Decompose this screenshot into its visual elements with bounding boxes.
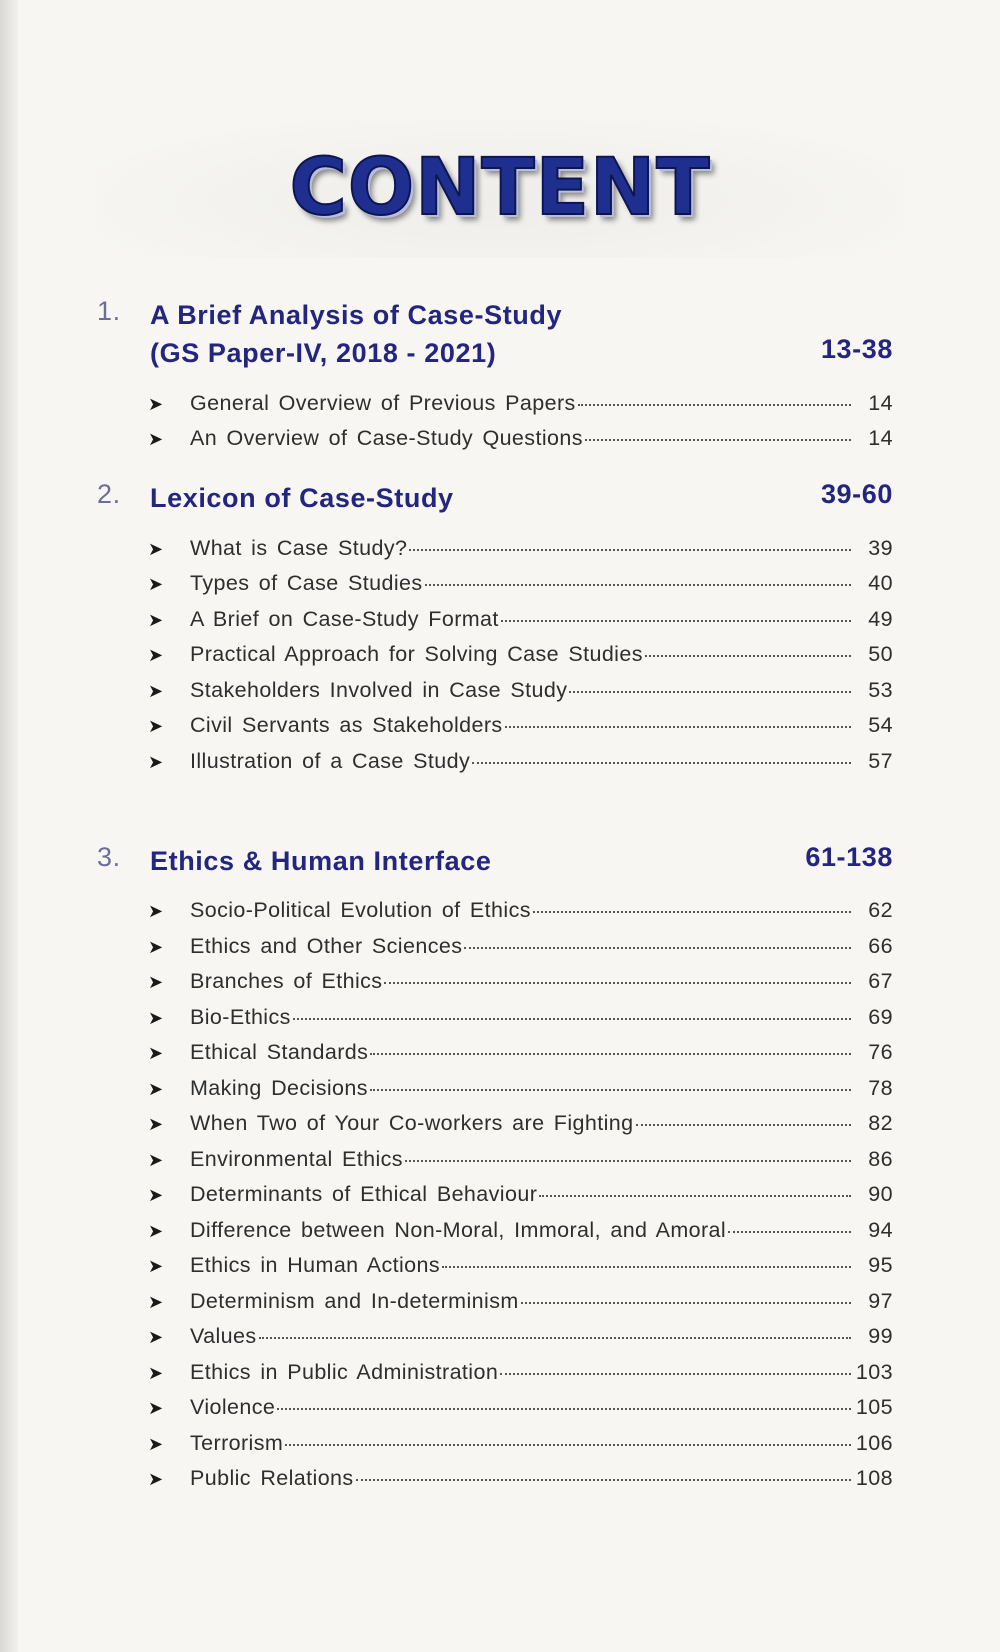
dot-leader (585, 418, 851, 442)
entry-page-number: 69 (868, 1004, 893, 1029)
entry-page-number: 94 (868, 1217, 893, 1242)
entry-page-number: 108 (855, 1466, 893, 1490)
entry-page-number: 67 (868, 969, 893, 993)
entry-page-number: 90 (868, 1182, 893, 1206)
entry-page-number: 62 (868, 898, 893, 922)
entry-label: Ethics and Other Sciences (190, 933, 463, 958)
toc-entry[interactable] (0, 894, 1000, 930)
section-number: 3. (97, 841, 121, 872)
arrow-bullet-icon: ➤ (148, 1398, 164, 1418)
toc-entry[interactable] (0, 602, 1000, 638)
arrow-bullet-icon: ➤ (148, 1185, 164, 1205)
section-heading[interactable] (0, 479, 1000, 517)
entry-label: Types of Case Studies (190, 571, 423, 595)
toc-entry[interactable] (0, 1036, 1000, 1072)
entry-page-number: 97 (868, 1288, 893, 1313)
entry-page-number: 78 (868, 1075, 893, 1100)
arrow-bullet-icon: ➤ (148, 609, 164, 630)
entry-page-number: 50 (868, 642, 893, 666)
dot-leader (505, 705, 851, 729)
entry-label: Bio-Ethics (190, 1004, 291, 1029)
entry-label: Values (190, 1324, 257, 1348)
arrow-bullet-icon: ➤ (148, 716, 164, 736)
arrow-bullet-icon: ➤ (148, 1043, 164, 1063)
section-title (150, 479, 783, 517)
entry-label: Determinants of Ethical Behaviour (190, 1182, 538, 1206)
entry-label: Determinism and In-determinism (190, 1288, 519, 1313)
entry-page-number: 103 (855, 1359, 893, 1384)
dot-leader (277, 1387, 851, 1411)
entry-label: Stakeholders Involved in Case Study (190, 677, 568, 702)
arrow-bullet-icon: ➤ (148, 1291, 164, 1312)
arrow-bullet-icon: ➤ (148, 936, 164, 957)
dot-leader (442, 1245, 851, 1269)
arrow-bullet-icon: ➤ (148, 1327, 164, 1347)
arrow-bullet-icon: ➤ (148, 645, 164, 665)
toc-entry[interactable] (0, 1249, 1000, 1285)
entry-page-number: 39 (868, 535, 893, 560)
dot-leader (539, 1174, 851, 1198)
toc-entry[interactable] (0, 1000, 1000, 1036)
entry-page-number: 14 (868, 390, 893, 415)
arrow-bullet-icon: ➤ (148, 538, 164, 559)
dot-leader (259, 1316, 851, 1340)
dot-leader (636, 1103, 852, 1127)
dot-leader (405, 1138, 851, 1162)
toc-section (0, 479, 1000, 780)
entry-label: Terrorism (190, 1430, 284, 1455)
section-title-line: Lexicon of Case-Study (150, 483, 454, 513)
entry-page-number: 82 (868, 1111, 893, 1135)
entry-label: Branches of Ethics (190, 969, 383, 993)
section-title (150, 296, 783, 372)
section-heading[interactable] (0, 296, 1000, 372)
arrow-bullet-icon: ➤ (148, 901, 164, 921)
toc-entry[interactable] (0, 1462, 1000, 1498)
toc-entry[interactable] (0, 744, 1000, 780)
section-heading[interactable] (0, 842, 1000, 880)
toc-entry[interactable] (0, 709, 1000, 745)
dot-leader (533, 890, 851, 914)
arrow-bullet-icon: ➤ (148, 972, 164, 992)
dot-leader (425, 563, 851, 587)
toc-entry[interactable] (0, 1355, 1000, 1391)
entry-page-number: 66 (868, 933, 893, 958)
section-title (150, 842, 783, 880)
entry-page-number: 49 (868, 606, 893, 631)
toc-entry[interactable] (0, 929, 1000, 965)
dot-leader (500, 1351, 851, 1375)
entry-label: Public Relations (190, 1466, 354, 1490)
dot-leader (472, 740, 851, 764)
entry-label: Environmental Ethics (190, 1146, 403, 1171)
dot-leader (409, 527, 851, 551)
toc-section (0, 842, 1000, 1498)
toc-entry[interactable] (0, 1071, 1000, 1107)
arrow-bullet-icon: ➤ (148, 1078, 164, 1099)
arrow-bullet-icon: ➤ (148, 1433, 164, 1454)
section-items (0, 531, 1000, 780)
dot-leader (293, 996, 851, 1020)
toc-entry[interactable] (0, 1178, 1000, 1214)
arrow-bullet-icon: ➤ (148, 1256, 164, 1276)
entry-page-number: 105 (855, 1395, 893, 1419)
entry-page-number: 14 (868, 426, 893, 450)
entry-label: General Overview of Previous Papers (190, 390, 576, 415)
entry-page-number: 86 (868, 1146, 893, 1171)
entry-label: Socio-Political Evolution of Ethics (190, 898, 531, 922)
entry-page-number: 57 (868, 748, 893, 773)
entry-page-number: 99 (868, 1324, 893, 1348)
entry-label: Illustration of a Case Study (190, 748, 471, 773)
entry-page-number: 53 (868, 677, 893, 702)
section-title-line: A Brief Analysis of Case-Study (150, 300, 563, 330)
toc-entry[interactable] (0, 1284, 1000, 1320)
arrow-bullet-icon: ➤ (148, 1362, 164, 1383)
entry-label: When Two of Your Co-workers are Fighting (190, 1111, 634, 1135)
entry-label: Civil Servants as Stakeholders (190, 713, 503, 737)
entry-label: Ethics in Public Administration (190, 1359, 499, 1384)
dot-leader (578, 382, 851, 406)
section-items (0, 894, 1000, 1498)
arrow-bullet-icon: ➤ (148, 1114, 164, 1134)
dot-leader (728, 1209, 851, 1233)
entry-label: Ethics in Human Actions (190, 1253, 441, 1277)
arrow-bullet-icon: ➤ (148, 680, 164, 701)
toc-entry[interactable] (0, 531, 1000, 567)
arrow-bullet-icon: ➤ (148, 429, 164, 449)
entry-label: Difference between Non-Moral, Immoral, and Amoral (190, 1217, 727, 1242)
dot-leader (356, 1458, 851, 1482)
arrow-bullet-icon: ➤ (148, 574, 164, 594)
toc-entry[interactable] (0, 386, 1000, 422)
entry-label: A Brief on Case-Study Format (190, 606, 499, 631)
toc-entry[interactable] (0, 1320, 1000, 1356)
entry-label: Practical Approach for Solving Case Studies (190, 642, 643, 666)
entry-label: Making Decisions (190, 1075, 368, 1100)
arrow-bullet-icon: ➤ (148, 1007, 164, 1028)
arrow-bullet-icon: ➤ (148, 751, 164, 772)
table-of-contents (0, 296, 1000, 1511)
arrow-bullet-icon: ➤ (148, 1149, 164, 1170)
dot-leader (285, 1422, 851, 1446)
dot-leader (384, 961, 851, 985)
toc-entry[interactable] (0, 1213, 1000, 1249)
entry-label: An Overview of Case-Study Questions (190, 426, 583, 450)
toc-entry[interactable] (0, 1142, 1000, 1178)
dot-leader (501, 598, 851, 622)
arrow-bullet-icon: ➤ (148, 1220, 164, 1241)
entry-page-number: 76 (868, 1040, 893, 1064)
toc-entry[interactable] (0, 422, 1000, 458)
toc-entry[interactable] (0, 1426, 1000, 1462)
section-number: 1. (97, 296, 121, 326)
toc-entry[interactable] (0, 673, 1000, 709)
entry-label: Violence (190, 1395, 276, 1419)
section-title-line: Ethics & Human Interface (150, 845, 492, 876)
entry-label: Ethical Standards (190, 1040, 369, 1064)
toc-section (0, 296, 1000, 457)
entry-page-number: 106 (855, 1430, 893, 1455)
section-items (0, 386, 1000, 457)
toc-entry[interactable] (0, 638, 1000, 674)
toc-entry[interactable] (0, 1391, 1000, 1427)
dot-leader (569, 669, 851, 693)
entry-page-number: 54 (868, 713, 893, 737)
section-page-range: 39-60 (820, 479, 893, 509)
arrow-bullet-icon: ➤ (148, 393, 164, 414)
toc-entry[interactable] (0, 965, 1000, 1001)
page-title: CONTENT (289, 143, 711, 233)
arrow-bullet-icon: ➤ (148, 1469, 164, 1489)
dot-leader (521, 1280, 851, 1304)
entry-page-number: 40 (868, 571, 893, 595)
section-number: 2. (97, 479, 121, 509)
toc-entry[interactable] (0, 1107, 1000, 1143)
entry-label: What is Case Study? (190, 535, 408, 560)
section-title-line: (GS Paper-IV, 2018 - 2021) (150, 338, 497, 368)
section-page-range: 13-38 (820, 334, 893, 364)
dot-leader (370, 1032, 851, 1056)
dot-leader (464, 925, 851, 949)
dot-leader (645, 634, 851, 658)
toc-entry[interactable] (0, 567, 1000, 603)
entry-page-number: 95 (868, 1253, 893, 1277)
dot-leader (370, 1067, 851, 1091)
section-page-range: 61-138 (805, 841, 893, 872)
